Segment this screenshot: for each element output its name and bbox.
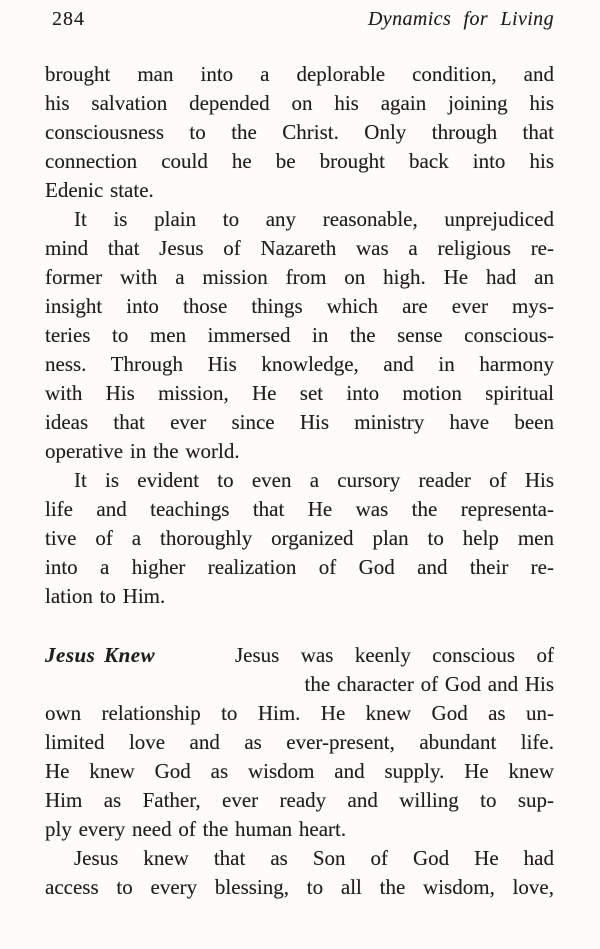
page-number: 284 [52,8,85,30]
text-line: into a higher realization of God and their re- [45,555,554,579]
paragraph-continuation [45,60,554,205]
section-body [45,699,554,844]
text-line: teries to men immersed in the sense conscious- [45,323,554,347]
text-line: mind that Jesus of Nazareth was a religious re- [45,236,554,260]
text-line: own relationship to Him. He knew God as un- [45,701,554,725]
section-heading: Jesus Knew [45,643,156,667]
running-head: Dynamics for Living [367,8,554,30]
text-line: with His mission, He set into motion spiritual [45,381,554,405]
text-line: his salvation depended on his again joining his [45,91,554,115]
text-line: lation to Him. [45,584,166,608]
section-jesus-knew [45,641,554,699]
section-intro [235,641,554,699]
text-line: ideas that ever since His ministry have been [45,410,554,434]
text-line: consciousness to the Christ. Only through that [45,120,554,144]
text-line: the character of God and His [304,672,554,696]
text-line: It is plain to any reasonable, unprejudiced [74,207,554,231]
text-line: brought man into a deplorable condition, and [45,62,554,86]
text-line: Jesus knew that as Son of God He had [74,846,554,870]
text-line: connection could he be brought back into his [45,149,554,173]
text-line: ply every need of the human heart. [45,817,347,841]
text-line: tive of a thoroughly organized plan to help men [45,526,554,550]
text-line: insight into those things which are ever mys- [45,294,554,318]
paragraph-3 [45,466,554,611]
paragraph-2 [45,205,554,466]
text-line: It is evident to even a cursory reader of His [74,468,554,492]
text-line: life and teachings that He was the representa- [45,497,554,521]
text-line: Edenic state. [45,178,154,202]
text-line: limited love and as ever-present, abundant life. [45,730,554,754]
text-line: operative in the world. [45,439,240,463]
page-body [45,60,554,902]
page-header [45,8,554,36]
paragraph-final [45,844,554,902]
text-line: ness. Through His knowledge, and in harmony [45,352,554,376]
text-line: He knew God as wisdom and supply. He knew [45,759,554,783]
text-line: Him as Father, ever ready and willing to sup- [45,788,554,812]
text-line: access to every blessing, to all the wisdom, love, [45,875,554,899]
text-line: Jesus was keenly conscious of [235,643,554,667]
text-line: former with a mission from on high. He had an [45,265,554,289]
